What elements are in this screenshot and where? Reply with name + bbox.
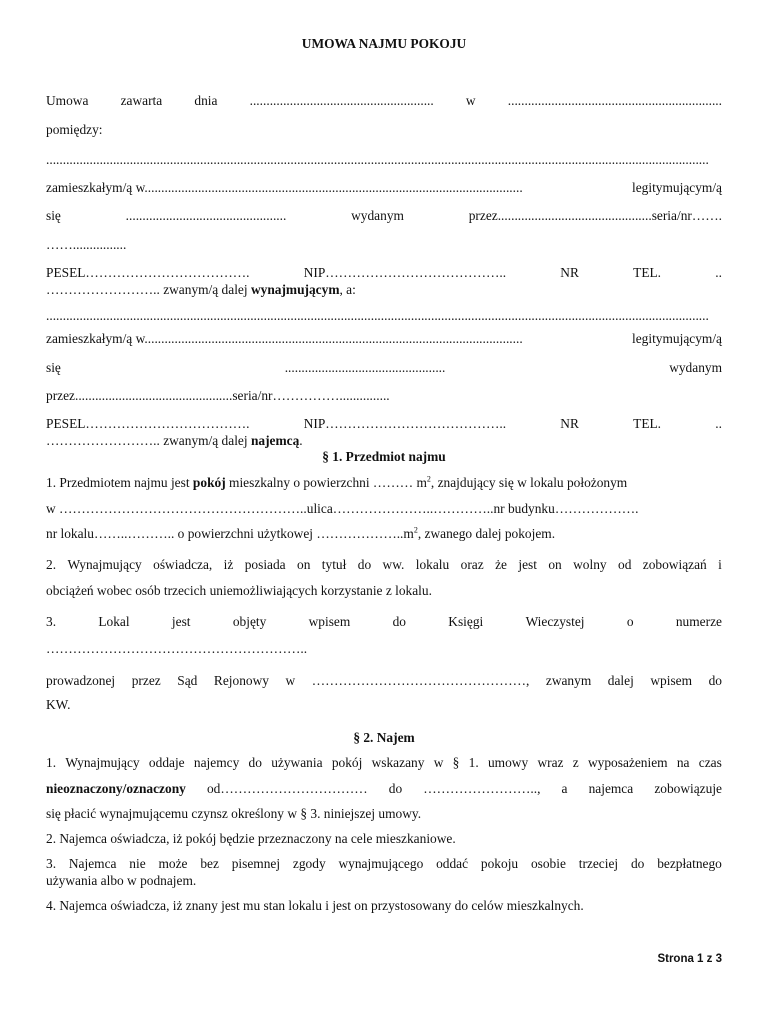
word: on [548, 557, 562, 572]
party1-called-prefix: zwanym/ą dalej [163, 282, 248, 297]
word: PESEL………………………………. [46, 265, 250, 280]
word: trzeciej [578, 856, 619, 871]
word: się [46, 208, 61, 223]
word: NR [560, 416, 579, 431]
s2-p3-line1 [46, 855, 722, 872]
word: i [718, 557, 722, 572]
word: a [561, 781, 568, 796]
word: może [158, 856, 188, 871]
word: pokój [331, 755, 363, 770]
word: NR [560, 265, 579, 280]
word: wydanym [669, 360, 722, 375]
word: od…………………………… [206, 781, 368, 796]
word: zawarta [120, 93, 163, 108]
s1-p3-line3 [46, 672, 722, 689]
word: czas [698, 755, 722, 770]
document-title: UMOWA NAJMU POKOJU [301, 36, 467, 51]
party2-called-line [46, 432, 722, 449]
word: w [433, 755, 444, 770]
word: TEL. [633, 265, 662, 280]
s1-p1-line3-a: nr lokalu……..……….. o powierzchni użytkowej ………………..m [46, 526, 414, 541]
word: zwanym [545, 673, 592, 688]
word: on [297, 557, 311, 572]
word: wpisem [308, 614, 351, 629]
word: TEL. [633, 416, 662, 431]
word: PESEL………………………………. [46, 416, 250, 431]
s1-p1-line2: w ………………………………………………..ulica…………………..…………..nr budynku………………. [46, 501, 639, 516]
word: Wynajmujący [67, 557, 142, 572]
s2-p1-line2 [46, 780, 722, 797]
word: wolny [573, 557, 607, 572]
party1-id-line [46, 207, 722, 224]
word: na [676, 755, 690, 770]
word: dnia [194, 93, 218, 108]
word: Wynajmujący [65, 755, 140, 770]
s2-p3-line2: używania albo w podnajem. [46, 873, 197, 888]
party2-address-a: zamieszkałym/ą w................................................................................................................. [46, 331, 523, 346]
party2-id-line [46, 359, 722, 376]
s1-p1-a: 1. Przedmiotem najmu jest [46, 475, 190, 490]
word: nie [129, 856, 146, 871]
word: zgody [292, 856, 326, 871]
party1-address [46, 179, 722, 196]
word: Wieczystej [525, 614, 585, 629]
word: do [248, 755, 262, 770]
party2-tel-dots: …………………….. [46, 433, 160, 448]
s1-p1-line3-b: , zwanego dalej pokojem. [417, 526, 556, 541]
word: ................................................ [284, 360, 446, 375]
intro-line [46, 92, 722, 109]
word: bezpłatnego [657, 856, 722, 871]
word: do [392, 614, 406, 629]
party1-tel-dots: …………………….. [46, 282, 160, 297]
word: do [708, 673, 722, 688]
word: pisemnej [231, 856, 281, 871]
party1-address-a: zamieszkałym/ą w................................................................................................................. [46, 180, 523, 195]
word: jest [518, 557, 537, 572]
word: Rejonowy [213, 673, 269, 688]
word: numerze [675, 614, 722, 629]
word: najemcy [193, 755, 240, 770]
s1-p1-line3 [46, 525, 722, 542]
s1-p1-line1 [46, 474, 722, 491]
s1-p1-d: , znajdujący się w lokalu położonym [430, 475, 628, 490]
word: objęty [232, 614, 267, 629]
word: 1. [46, 755, 57, 770]
word: oraz [460, 557, 484, 572]
section1-heading: § 1. Przedmiot najmu [322, 449, 446, 464]
party2-pesel-line [46, 415, 722, 432]
word: do [357, 557, 372, 572]
word: że [495, 557, 507, 572]
s2-p1-term: nieoznaczony/oznaczony [46, 781, 186, 796]
word: NIP………………………………….. [303, 265, 507, 280]
s1-p1-sup: 2 [426, 474, 431, 484]
word: wynajmującego [338, 856, 424, 871]
party2-issued-line: przez...............................................seria/nr……………............... [46, 388, 390, 403]
word: najemca [588, 781, 634, 796]
party2-called-suffix: . [299, 433, 303, 448]
page-number: Strona 1 z 3 [657, 953, 722, 965]
word: umowy [487, 755, 529, 770]
word: 1. [468, 755, 479, 770]
word: iż [223, 557, 234, 572]
party2-name-dots: ...................................................................................................................................................................................................... [46, 308, 709, 323]
word: .. [715, 265, 722, 280]
party2-role: najemcą [250, 433, 300, 448]
word: wskazany [371, 755, 425, 770]
word: przez..............................................seria/nr……. [468, 208, 722, 223]
s2-p4: 4. Najemca oświadcza, iż znany jest mu stan lokalu i jest on przystosowany do celów mieszkalnych. [46, 898, 584, 913]
word: Najemca [68, 856, 117, 871]
word: do [388, 781, 403, 796]
word: lokalu [415, 557, 450, 572]
word: ................................................................ [507, 93, 722, 108]
word: oddać [436, 856, 469, 871]
word: używania [271, 755, 323, 770]
word: …………………………………………, [311, 673, 530, 688]
word: się [46, 360, 61, 375]
word: 3. [46, 856, 57, 871]
word: bez [200, 856, 219, 871]
word: 3. [46, 614, 57, 629]
party1-series-cont: ……................ [46, 237, 127, 252]
word: tytuł [321, 557, 347, 572]
s1-p2-line1 [46, 556, 722, 573]
s2-p1-line3: się płacić wynajmującemu czynsz określony w § 3. niniejszej umowy. [46, 806, 422, 821]
word: w [465, 93, 476, 108]
party1-address-b: legitymującym/ą [632, 180, 722, 195]
section2-heading: § 2. Najem [353, 730, 415, 745]
word: osobie [530, 856, 566, 871]
between-label: pomiędzy: [46, 122, 103, 137]
word: do [630, 856, 645, 871]
word: wraz [537, 755, 564, 770]
party2-address-b: legitymującym/ą [632, 331, 722, 346]
word: pokoju [480, 856, 519, 871]
word: o [626, 614, 634, 629]
word: oddaje [148, 755, 185, 770]
party2-called-prefix: zwanym/ą dalej [163, 433, 248, 448]
word: ....................................................... [249, 93, 434, 108]
s1-p3-line4: KW. [46, 697, 71, 712]
s2-p2: 2. Najemca oświadcza, iż pokój będzie przeznaczony na cele mieszkaniowe. [46, 831, 456, 846]
word: Lokal [98, 614, 130, 629]
s1-p2-line2: obciążeń wobec osób trzecich uniemożliwiających korzystanie z lokalu. [46, 583, 432, 598]
party1-called-line [46, 281, 722, 298]
word: ................................................ [125, 208, 287, 223]
party2-address [46, 330, 722, 347]
party1-role: wynajmującym [250, 282, 340, 297]
word: Księgi [448, 614, 484, 629]
party1-name-dots: ...................................................................................................................................................................................................... [46, 152, 709, 167]
s1-p1-subject: pokój [192, 475, 226, 490]
word: w [285, 673, 296, 688]
word: wydanym [351, 208, 404, 223]
s1-p1-line3-sup: 2 [413, 525, 418, 535]
word: posiada [244, 557, 286, 572]
word: zobowiązuje [654, 781, 722, 796]
word: ww. [382, 557, 405, 572]
party1-pesel-line [46, 264, 722, 281]
word: Umowa [46, 93, 89, 108]
s2-p1-line1 [46, 754, 722, 771]
s1-p1-c: mieszkalny o powierzchni ……… m [229, 475, 427, 490]
word: § [452, 755, 460, 770]
word: od [618, 557, 632, 572]
word: oświadcza, [153, 557, 213, 572]
word: jest [171, 614, 191, 629]
word: przez [131, 673, 161, 688]
word: zobowiązań [642, 557, 707, 572]
s1-p3-line2: ………………………………………………….. [46, 641, 308, 656]
word: wyposażeniem [587, 755, 668, 770]
word: NIP………………………………….. [303, 416, 507, 431]
word: dalej [607, 673, 634, 688]
word: 2. [46, 557, 57, 572]
word: …………………….., [423, 781, 541, 796]
word: Sąd [177, 673, 198, 688]
party1-called-suffix: , a: [339, 282, 356, 297]
word: prowadzonej [46, 673, 116, 688]
word: z [572, 755, 579, 770]
s1-p3-line1 [46, 613, 722, 630]
word: .. [715, 416, 722, 431]
word: wpisem [650, 673, 693, 688]
